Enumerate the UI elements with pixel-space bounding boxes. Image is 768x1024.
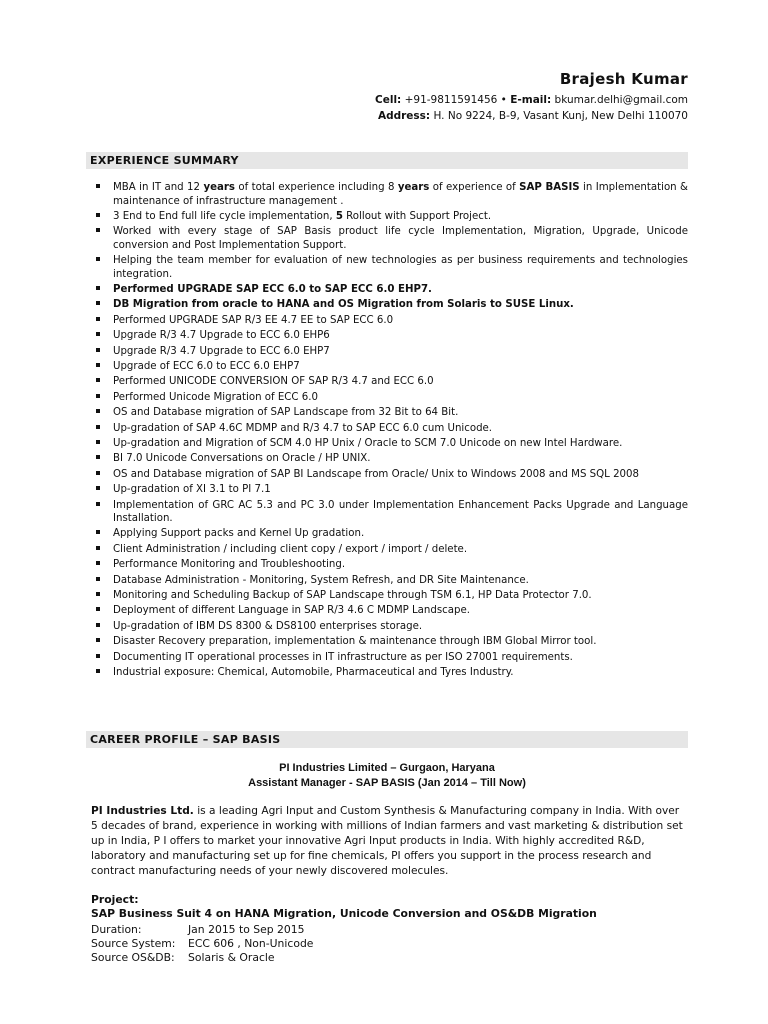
experience-item bbox=[96, 406, 688, 420]
email-label: E-mail: bbox=[510, 94, 552, 106]
experience-item-text: Client Administration / including client copy / export / import / delete. bbox=[113, 543, 468, 555]
experience-item-text: DB Migration from oracle to HANA and OS Migration from Solaris to SUSE Linux. bbox=[113, 299, 574, 311]
experience-item bbox=[96, 574, 688, 588]
experience-summary-heading: EXPERIENCE SUMMARY bbox=[86, 152, 688, 169]
experience-item-text: Helping the team member for evaluation of new technologies as per business requirements and technologies integration. bbox=[113, 255, 688, 280]
experience-item-text: Performance Monitoring and Troubleshooting. bbox=[113, 559, 346, 571]
experience-item: MBA in IT and 12 years of total experience including 8 years of experience of SAP BASIS in Implementation & maintenance of infrastructure management . bbox=[96, 181, 688, 208]
project-title: SAP Business Suit 4 on HANA Migration, Unicode Conversion and OS&DB Migration bbox=[91, 907, 597, 920]
source-system-label: Source System: bbox=[91, 937, 176, 950]
source-system-row bbox=[91, 937, 313, 950]
contact-line bbox=[375, 94, 688, 106]
duration-label: Duration: bbox=[91, 923, 142, 936]
experience-item bbox=[96, 314, 688, 328]
cell-value: +91-9811591456 bbox=[401, 94, 498, 106]
experience-item-text: OS and Database migration of SAP BI Landscape from Oracle/ Unix to Windows 2008 and MS SQL 2008 bbox=[113, 468, 639, 480]
bullet-icon bbox=[96, 378, 100, 382]
bullet-icon bbox=[96, 184, 100, 188]
bullet-icon bbox=[96, 546, 100, 550]
experience-item bbox=[96, 254, 688, 281]
bullet-icon bbox=[96, 592, 100, 596]
experience-item bbox=[96, 499, 688, 526]
experience-item-text: Disaster Recovery preparation, implementation & maintenance through IBM Global Mirror tool. bbox=[113, 636, 597, 648]
experience-item-text: Up-gradation of IBM DS 8300 & DS8100 enterprises storage. bbox=[113, 620, 423, 632]
bullet-icon bbox=[96, 394, 100, 398]
bullet-icon bbox=[96, 471, 100, 475]
experience-item bbox=[96, 635, 688, 649]
experience-item-text: Deployment of different Language in SAP R/3 4.6 C MDMP Landscape. bbox=[113, 605, 470, 617]
project-label: Project: bbox=[91, 893, 139, 906]
career-profile-heading: CAREER PROFILE – SAP BASIS bbox=[86, 731, 688, 748]
experience-item bbox=[96, 391, 688, 405]
experience-item bbox=[96, 298, 688, 312]
company-description-text: is a leading Agri Input and Custom Synthesis & Manufacturing company in India. With over 5 decades of brand, experience in working with millions of Indian farmers and vast marketing & distribution set up in India, P I offers to market your innovative Agri Input products in India. With highly accredited R&D, laboratory and manufacturing set up for fine chemicals, PI offers you support in the process research and contract manufacturing needs of your newly discovered molecules. bbox=[91, 805, 683, 877]
address-line bbox=[378, 110, 688, 122]
experience-list bbox=[96, 181, 688, 681]
source-osdb-row bbox=[91, 951, 275, 964]
experience-item bbox=[96, 527, 688, 541]
experience-item-text: Monitoring and Scheduling Backup of SAP Landscape through TSM 6.1, HP Data Protector 7.0. bbox=[113, 589, 592, 601]
bullet-icon bbox=[96, 530, 100, 534]
experience-item-text: Applying Support packs and Kernel Up gradation. bbox=[113, 528, 365, 540]
company-heading: PI Industries Limited – Gurgaon, Haryana bbox=[279, 762, 495, 774]
bullet-icon bbox=[96, 607, 100, 611]
experience-item-text: Implementation of GRC AC 5.3 and PC 3.0 under Implementation Enhancement Packs Upgrade and Language Installation. bbox=[113, 499, 688, 525]
bullet-icon bbox=[96, 502, 100, 506]
bullet-icon bbox=[96, 455, 100, 459]
bullet-icon bbox=[96, 228, 100, 232]
experience-item-text: Upgrade of ECC 6.0 to ECC 6.0 EHP7 bbox=[113, 361, 300, 373]
experience-item bbox=[96, 558, 688, 572]
experience-item-text: Performed UNICODE CONVERSION OF SAP R/3 4.7 and ECC 6.0 bbox=[113, 376, 434, 388]
experience-item-text: OS and Database migration of SAP Landscape from 32 Bit to 64 Bit. bbox=[113, 407, 459, 419]
experience-item bbox=[96, 666, 688, 680]
bullet-icon bbox=[96, 577, 100, 581]
experience-item-text: Upgrade R/3 4.7 Upgrade to ECC 6.0 EHP7 bbox=[113, 345, 330, 357]
source-system-value: ECC 606 , Non-Unicode bbox=[188, 937, 314, 950]
experience-item bbox=[96, 437, 688, 451]
experience-item bbox=[96, 483, 688, 497]
bullet-icon bbox=[96, 638, 100, 642]
candidate-name: Brajesh Kumar bbox=[559, 70, 688, 88]
experience-item bbox=[96, 422, 688, 436]
experience-item bbox=[96, 589, 688, 603]
bullet-icon bbox=[96, 301, 100, 305]
experience-item-text: Up-gradation of XI 3.1 to PI 7.1 bbox=[113, 484, 271, 496]
experience-item-text: Performed UPGRADE SAP ECC 6.0 to SAP ECC 6.0 EHP7. bbox=[113, 284, 432, 296]
experience-item bbox=[96, 468, 688, 482]
cell-label: Cell: bbox=[375, 94, 402, 106]
bullet-icon bbox=[96, 257, 100, 261]
experience-item bbox=[96, 543, 688, 557]
bullet-icon bbox=[96, 348, 100, 352]
experience-item-text: Upgrade R/3 4.7 Upgrade to ECC 6.0 EHP6 bbox=[113, 330, 330, 342]
experience-item-text: Worked with every stage of SAP Basis product life cycle Implementation, Migration, Upgrade, Unicode conversion and Post Implementation Support. bbox=[113, 226, 688, 251]
bullet-icon bbox=[96, 363, 100, 367]
experience-item-text: Database Administration - Monitoring, System Refresh, and DR Site Maintenance. bbox=[113, 574, 529, 586]
bullet-icon bbox=[96, 286, 100, 290]
role-heading: Assistant Manager - SAP BASIS (Jan 2014 – Till Now) bbox=[248, 777, 526, 789]
bullet-icon bbox=[96, 561, 100, 565]
address-label: Address: bbox=[377, 110, 431, 122]
contact-separator: • bbox=[497, 94, 511, 106]
address-value: H. No 9224, B-9, Vasant Kunj, New Delhi 110070 bbox=[430, 110, 688, 122]
experience-item bbox=[96, 604, 688, 618]
experience-item-text: Industrial exposure: Chemical, Automobile, Pharmaceutical and Tyres Industry. bbox=[113, 666, 514, 678]
bullet-icon bbox=[96, 486, 100, 490]
experience-item-text: BI 7.0 Unicode Conversations on Oracle / HP UNIX. bbox=[113, 453, 371, 465]
bullet-icon bbox=[96, 332, 100, 336]
source-osdb-label: Source OS&DB: bbox=[91, 951, 175, 964]
duration-row bbox=[91, 923, 305, 936]
experience-item-text: Performed UPGRADE SAP R/3 EE 4.7 EE to SAP ECC 6.0 bbox=[113, 314, 394, 326]
bullet-icon bbox=[96, 669, 100, 673]
experience-item bbox=[96, 283, 688, 297]
experience-item bbox=[96, 452, 688, 466]
experience-item bbox=[96, 620, 688, 634]
bullet-icon bbox=[96, 317, 100, 321]
bullet-icon bbox=[96, 654, 100, 658]
bullet-icon bbox=[96, 213, 100, 217]
experience-item bbox=[96, 360, 688, 374]
bullet-icon bbox=[96, 440, 100, 444]
experience-item-text: Performed Unicode Migration of ECC 6.0 bbox=[113, 391, 318, 403]
bullet-icon bbox=[96, 425, 100, 429]
bullet-icon bbox=[96, 409, 100, 413]
experience-item bbox=[96, 329, 688, 343]
experience-item-text: Documenting IT operational processes in IT infrastructure as per ISO 27001 requirements. bbox=[113, 651, 573, 663]
experience-item-text: Up-gradation of SAP 4.6C MDMP and R/3 4.7 to SAP ECC 6.0 cum Unicode. bbox=[113, 422, 493, 434]
duration-value: Jan 2015 to Sep 2015 bbox=[188, 923, 305, 936]
company-name: PI Industries Ltd. bbox=[91, 805, 194, 817]
experience-item: 3 End to End full life cycle implementation, 5 Rollout with Support Project. bbox=[96, 210, 688, 224]
experience-item bbox=[96, 225, 688, 252]
email-value: bkumar.delhi@gmail.com bbox=[551, 94, 688, 106]
source-osdb-value: Solaris & Oracle bbox=[188, 951, 275, 964]
company-description bbox=[91, 804, 689, 879]
experience-item bbox=[96, 375, 688, 389]
experience-item bbox=[96, 651, 688, 665]
experience-item bbox=[96, 345, 688, 359]
bullet-icon bbox=[96, 623, 100, 627]
experience-item-text: Up-gradation and Migration of SCM 4.0 HP Unix / Oracle to SCM 7.0 Unicode on new Intel Hardware. bbox=[113, 437, 623, 449]
